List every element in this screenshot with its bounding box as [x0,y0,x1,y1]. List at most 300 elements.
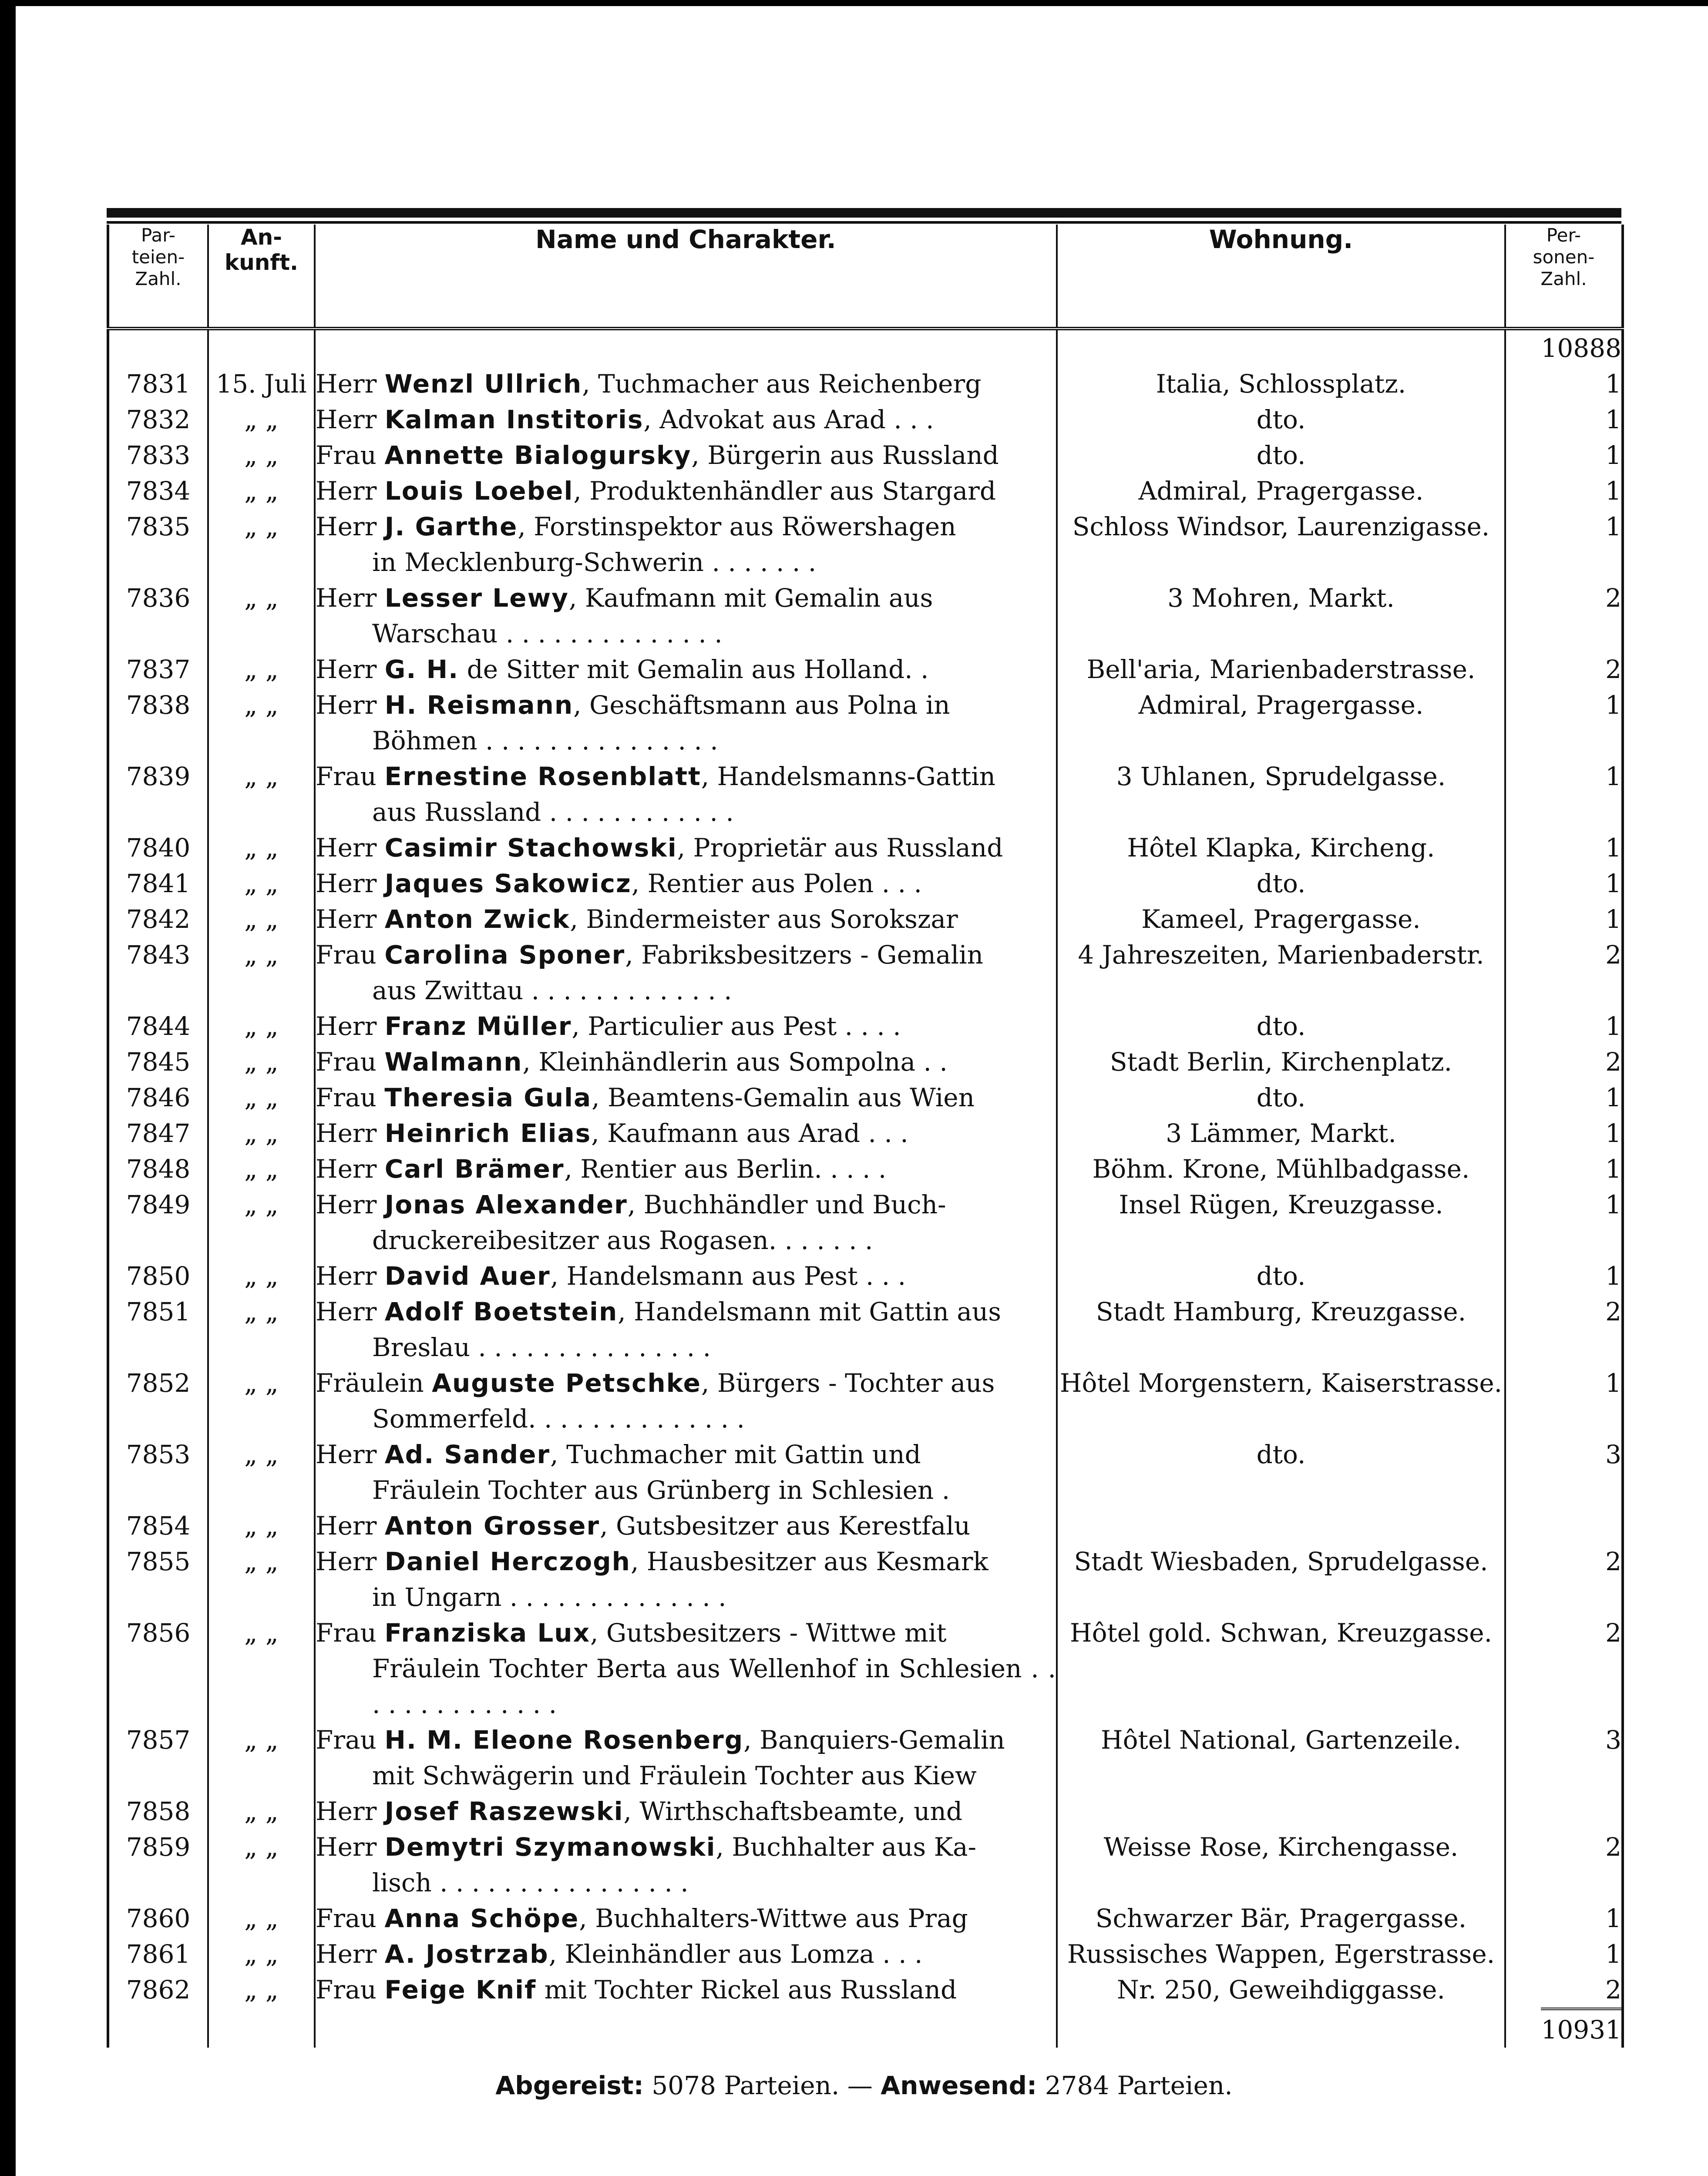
table-row [108,687,1623,759]
description-continued: in Ungarn . . . . . . . . . . . . . . [372,1582,726,1612]
personen-zahl: 2 [1505,580,1623,651]
parteien-nr: 7857 [108,1722,208,1793]
ankunft: „ „ [208,1901,315,1936]
sum-total-row [108,2008,1623,2048]
table-row [108,1615,1623,1722]
description: mit Tochter Rickel aus Russland [536,1975,957,2005]
name-charakter [315,651,1057,687]
ankunft: „ „ [208,1972,315,2008]
name-charakter [315,1722,1057,1793]
person-name: Wenzl Ullrich [384,369,582,399]
description: , Gutsbesitzer aus Kerestfalu [600,1511,971,1541]
name-charakter [315,937,1057,1008]
table-row [108,1901,1623,1936]
table-row [108,1187,1623,1258]
person-name: Heinrich Elias [384,1118,592,1148]
ankunft: „ „ [208,473,315,509]
personen-zahl: 1 [1505,759,1623,830]
parteien-nr: 7833 [108,437,208,473]
name-charakter [315,1508,1057,1544]
description-continued: aus Zwittau . . . . . . . . . . . . . [372,976,732,1005]
person-name: Adolf Boetstein [384,1297,618,1326]
personen-zahl: 2 [1505,1829,1623,1901]
parteien-nr: 7840 [108,830,208,866]
parteien-nr: 7848 [108,1151,208,1187]
wohnung: Böhm. Krone, Mühlbadgasse. [1057,1151,1505,1187]
wohnung: Nr. 250, Geweihdiggasse. [1057,1972,1505,2008]
anwesend-label: Anwesend: [881,2071,1037,2100]
wohnung: Bell'aria, Marienbaderstrasse. [1057,651,1505,687]
table-row [108,402,1623,437]
description: , Produktenhändler aus Stargard [573,476,996,506]
description: , Rentier aus Berlin. . . . . [564,1154,887,1184]
person-name: David Auer [384,1261,551,1291]
parteien-nr: 7852 [108,1365,208,1437]
scan-border-left [0,0,16,2176]
ankunft: „ „ [208,1936,315,1972]
person-name: Carolina Sponer [384,940,625,970]
title: Frau [316,440,377,470]
person-name: Feige Knif [384,1975,537,2005]
wohnung: Hôtel Morgenstern, Kaiserstrasse. [1057,1365,1505,1437]
wohnung: Admiral, Pragergasse. [1057,687,1505,759]
wohnung: 3 Uhlanen, Sprudelgasse. [1057,759,1505,830]
personen-zahl: 2 [1505,1972,1623,2008]
wohnung: Hôtel gold. Schwan, Kreuzgasse. [1057,1615,1505,1722]
personen-zahl: 1 [1505,1115,1623,1151]
personen-zahl: 1 [1505,866,1623,901]
name-charakter [315,473,1057,509]
table-row [108,1008,1623,1044]
person-name: H. Reismann [384,690,574,720]
person-name: H. M. Eleone Rosenberg [384,1725,744,1755]
title: Herr [316,512,377,541]
description: , Wirthschaftsbeamte, und [623,1797,962,1826]
title: Herr [316,476,377,506]
wohnung: Kameel, Pragergasse. [1057,901,1505,937]
wohnung: dto. [1057,1080,1505,1115]
name-charakter [315,1615,1057,1722]
person-name: Auguste Petschke [432,1368,702,1398]
name-charakter [315,1936,1057,1972]
person-name: Demytri Szymanowski [384,1832,716,1862]
personen-zahl: 1 [1505,1080,1623,1115]
wohnung: dto. [1057,1258,1505,1294]
description: de Sitter mit Gemalin aus Holland. . [459,655,929,684]
ankunft: „ „ [208,1615,315,1722]
person-name: Lesser Lewy [384,583,569,613]
title: Herr [316,1297,377,1326]
top-rule-thin [107,221,1621,224]
title: Herr [316,583,377,613]
name-charakter [315,1115,1057,1151]
footer-dash: — [847,2071,873,2100]
name-charakter [315,687,1057,759]
person-name: Louis Loebel [384,476,574,506]
person-name: Annette Bialogursky [384,440,692,470]
description: , Fabriksbesitzers - Gemalin [625,940,983,970]
parteien-nr: 7860 [108,1901,208,1936]
title: Herr [316,405,377,434]
wohnung: Stadt Hamburg, Kreuzgasse. [1057,1294,1505,1365]
personen-zahl: 2 [1505,937,1623,1008]
wohnung: 3 Mohren, Markt. [1057,580,1505,651]
wohnung: dto. [1057,402,1505,437]
carry-total: 10888 [1505,329,1623,366]
ankunft: „ „ [208,1793,315,1829]
ankunft: „ „ [208,1187,315,1258]
personen-zahl: 1 [1505,1936,1623,1972]
personen-zahl [1505,1793,1623,1829]
table-row [108,1258,1623,1294]
ankunft: „ „ [208,866,315,901]
wohnung: dto. [1057,866,1505,901]
personen-zahl: 1 [1505,830,1623,866]
wohnung: Admiral, Pragergasse. [1057,473,1505,509]
name-charakter [315,1829,1057,1901]
wohnung: 4 Jahreszeiten, Marienbaderstr. [1057,937,1505,1008]
wohnung: Schloss Windsor, Laurenzigasse. [1057,509,1505,580]
wohnung: Insel Rügen, Kreuzgasse. [1057,1187,1505,1258]
footer-summary [107,2071,1621,2100]
ankunft: „ „ [208,1151,315,1187]
wohnung: Weisse Rose, Kirchengasse. [1057,1829,1505,1901]
personen-zahl: 1 [1505,473,1623,509]
wohnung: 3 Lämmer, Markt. [1057,1115,1505,1151]
person-name: Ad. Sander [384,1440,551,1469]
description: , Buchhalter aus Ka- [716,1832,977,1862]
title: Herr [316,1939,377,1969]
ankunft: „ „ [208,830,315,866]
table-row [108,1294,1623,1365]
title: Herr [316,1797,377,1826]
table-row [108,509,1623,580]
personen-zahl: 2 [1505,1615,1623,1722]
name-charakter [315,866,1057,901]
description: , Handelsmann mit Gattin aus [618,1297,1001,1326]
description-continued: Böhmen . . . . . . . . . . . . . . . [372,726,718,756]
table-row [108,1044,1623,1080]
description-continued: Fräulein Tochter aus Grünberg in Schlesien . [372,1475,950,1505]
person-name: Anton Zwick [384,904,570,934]
personen-zahl: 3 [1505,1722,1623,1793]
person-name: Josef Raszewski [384,1797,624,1826]
ankunft: „ „ [208,759,315,830]
description-continued: Breslau . . . . . . . . . . . . . . . [372,1333,711,1362]
description: , Kleinhändlerin aus Sompolna . . [522,1047,948,1077]
person-name: Walmann [384,1047,523,1077]
table-row [108,901,1623,937]
name-charakter [315,509,1057,580]
description: , Bindermeister aus Sorokszar [570,904,958,934]
table-row [108,937,1623,1008]
parteien-nr: 7838 [108,687,208,759]
description: , Handelsmanns-Gattin [701,762,996,791]
description-continued: in Mecklenburg-Schwerin . . . . . . . [372,547,817,577]
ankunft: „ „ [208,437,315,473]
name-charakter [315,1187,1057,1258]
parteien-nr: 7844 [108,1008,208,1044]
name-charakter [315,759,1057,830]
name-charakter [315,1365,1057,1437]
personen-zahl: 1 [1505,1365,1623,1437]
description-continued: druckereibesitzer aus Rogasen. . . . . . . [372,1226,873,1255]
table-row [108,580,1623,651]
description-continued: mit Schwägerin und Fräulein Tochter aus Kiew [372,1761,977,1790]
description: , Forstinspektor aus Röwershagen [518,512,956,541]
person-name: Anton Grosser [384,1511,600,1541]
personen-zahl: 1 [1505,901,1623,937]
abgereist-value: 5078 Parteien. [652,2071,840,2100]
header-personen-zahl: Per- sonen- Zahl. [1505,225,1623,329]
ankunft: „ „ [208,580,315,651]
table-row [108,651,1623,687]
description: , Kleinhändler aus Lomza . . . [548,1939,923,1969]
title: Frau [316,1975,377,2005]
title: Herr [316,833,377,863]
header-parteien-zahl: Par- teien- Zahl. [108,225,208,329]
title: Herr [316,1511,377,1541]
parteien-nr: 7850 [108,1258,208,1294]
personen-zahl: 2 [1505,1544,1623,1615]
carry-total-row [108,329,1623,366]
ankunft: „ „ [208,1437,315,1508]
title: Herr [316,1440,377,1469]
ankunft: „ „ [208,651,315,687]
personen-zahl: 1 [1505,1008,1623,1044]
person-name: Franziska Lux [384,1618,591,1648]
description: , Banquiers-Gemalin [743,1725,1005,1755]
wohnung: dto. [1057,1437,1505,1508]
description: , Buchhalters-Wittwe aus Prag [579,1904,968,1933]
table-row [108,437,1623,473]
parteien-nr: 7859 [108,1829,208,1901]
personen-zahl: 2 [1505,651,1623,687]
parteien-nr: 7837 [108,651,208,687]
anwesend-value: 2784 Parteien. [1045,2071,1233,2100]
personen-zahl: 1 [1505,402,1623,437]
person-name: Jonas Alexander [384,1190,628,1219]
personen-zahl: 1 [1505,437,1623,473]
parteien-nr: 7832 [108,402,208,437]
ankunft: „ „ [208,1080,315,1115]
table-row [108,1793,1623,1829]
sum-total: 10931 [1541,2008,1621,2048]
personen-zahl: 2 [1505,1044,1623,1080]
personen-zahl: 1 [1505,1901,1623,1936]
parteien-nr: 7855 [108,1544,208,1615]
ankunft: „ „ [208,1115,315,1151]
ankunft: „ „ [208,687,315,759]
title: Herr [316,1154,377,1184]
table-row [108,1936,1623,1972]
register-page [107,208,1621,2100]
name-charakter [315,1151,1057,1187]
table-row [108,1722,1623,1793]
parteien-nr: 7831 [108,366,208,402]
title: Frau [316,1904,377,1933]
ankunft: „ „ [208,1294,315,1365]
ankunft: „ „ [208,1508,315,1544]
parteien-nr: 7846 [108,1080,208,1115]
person-name: Kalman Institoris [384,405,644,434]
parteien-nr: 7835 [108,509,208,580]
person-name: Ernestine Rosenblatt [384,762,701,791]
ankunft: 15. Juli [208,366,315,402]
table-row [108,1151,1623,1187]
table-row [108,1829,1623,1901]
name-charakter [315,402,1057,437]
person-name: Daniel Herczogh [384,1547,631,1576]
ankunft: „ „ [208,937,315,1008]
description: , Bürgers - Tochter aus [701,1368,995,1398]
personen-zahl [1505,1508,1623,1544]
title: Frau [316,1047,377,1077]
personen-zahl: 1 [1505,1187,1623,1258]
ankunft: „ „ [208,1044,315,1080]
table-row [108,1080,1623,1115]
title: Herr [316,1118,377,1148]
title: Herr [316,869,377,898]
title: Herr [316,690,377,720]
description-continued: Warschau . . . . . . . . . . . . . . [372,619,723,648]
ankunft: „ „ [208,1722,315,1793]
person-name: Jaques Sakowicz [384,869,632,898]
parteien-nr: 7841 [108,866,208,901]
wohnung: dto. [1057,437,1505,473]
description-continued: Fräulein Tochter Berta aus Wellenhof in Schlesien . . . . . . . . . . . . . . [372,1654,1056,1719]
person-name: Anna Schöpe [384,1904,579,1933]
table-row [108,1437,1623,1508]
ankunft: „ „ [208,1258,315,1294]
description: , Handelsmann aus Pest . . . [550,1261,906,1291]
parteien-nr: 7843 [108,937,208,1008]
title: Herr [316,1261,377,1291]
top-rule [107,208,1621,218]
table-row [108,366,1623,402]
description: , Buchhändler und Buch- [627,1190,946,1219]
description-continued: lisch . . . . . . . . . . . . . . . . [372,1868,689,1897]
title: Fräulein [316,1368,424,1398]
person-name: Casimir Stachowski [384,833,677,863]
description: , Rentier aus Polen . . . [631,869,922,898]
header-ankunft: An- kunft. [208,225,315,329]
personen-zahl: 2 [1505,1294,1623,1365]
wohnung: Stadt Berlin, Kirchenplatz. [1057,1044,1505,1080]
name-charakter [315,901,1057,937]
title: Herr [316,369,377,399]
description: , Particulier aus Pest . . . . [572,1011,901,1041]
person-name: Theresia Gula [384,1083,592,1112]
table-row [108,866,1623,901]
ankunft: „ „ [208,1829,315,1901]
parteien-nr: 7834 [108,473,208,509]
parteien-nr: 7854 [108,1508,208,1544]
wohnung: Schwarzer Bär, Pragergasse. [1057,1901,1505,1936]
name-charakter [315,1258,1057,1294]
ankunft: „ „ [208,1365,315,1437]
parteien-nr: 7862 [108,1972,208,2008]
description: , Tuchmacher mit Gattin und [550,1440,921,1469]
title: Herr [316,1547,377,1576]
title: Herr [316,655,377,684]
wohnung: Italia, Schlossplatz. [1057,366,1505,402]
table-row [108,473,1623,509]
name-charakter [315,1080,1057,1115]
description: , Gutsbesitzers - Wittwe mit [590,1618,947,1648]
table-row [108,1115,1623,1151]
title: Frau [316,1725,377,1755]
description: , Hausbesitzer aus Kesmark [630,1547,988,1576]
description-continued: Sommerfeld. . . . . . . . . . . . . . [372,1404,745,1434]
parteien-nr: 7836 [108,580,208,651]
description-continued: aus Russland . . . . . . . . . . . . [372,797,734,827]
description: , Tuchmacher aus Reichenberg [582,369,982,399]
name-charakter [315,1793,1057,1829]
ankunft: „ „ [208,1544,315,1615]
title: Herr [316,1832,377,1862]
personen-zahl: 1 [1505,1258,1623,1294]
parteien-nr: 7845 [108,1044,208,1080]
name-charakter [315,580,1057,651]
header-wohnung: Wohnung. [1057,225,1505,329]
person-name: J. Garthe [384,512,518,541]
personen-zahl: 1 [1505,687,1623,759]
personen-zahl: 1 [1505,366,1623,402]
parteien-nr: 7853 [108,1437,208,1508]
parteien-nr: 7842 [108,901,208,937]
name-charakter [315,1044,1057,1080]
name-charakter [315,366,1057,402]
title: Frau [316,1618,377,1648]
personen-zahl: 3 [1505,1437,1623,1508]
name-charakter [315,1544,1057,1615]
table-row [108,1972,1623,2008]
header-name-charakter: Name und Charakter. [315,225,1057,329]
title: Frau [316,1083,377,1112]
wohnung [1057,1508,1505,1544]
parteien-nr: 7851 [108,1294,208,1365]
title: Frau [316,940,377,970]
title: Frau [316,762,377,791]
table-row [108,830,1623,866]
title: Herr [316,1190,377,1219]
parteien-nr: 7861 [108,1936,208,1972]
ankunft: „ „ [208,509,315,580]
description: , Kaufmann aus Arad . . . [591,1118,908,1148]
description: , Proprietär aus Russland [677,833,1003,863]
description: , Advokat aus Arad . . . [643,405,934,434]
title: Herr [316,904,377,934]
wohnung: Russisches Wappen, Egerstrasse. [1057,1936,1505,1972]
parteien-nr: 7849 [108,1187,208,1258]
description: , Geschäftsmann aus Polna in [573,690,950,720]
wohnung: Hôtel Klapka, Kircheng. [1057,830,1505,866]
name-charakter [315,1972,1057,2008]
header-row [108,225,1623,329]
table-row [108,1365,1623,1437]
person-name: G. H. [384,655,459,684]
description: , Beamtens-Gemalin aus Wien [592,1083,975,1112]
person-name: Franz Müller [384,1011,572,1041]
table-row [108,759,1623,830]
parteien-nr: 7858 [108,1793,208,1829]
parteien-nr: 7856 [108,1615,208,1722]
title: Herr [316,1011,377,1041]
description: , Bürgerin aus Russland [691,440,999,470]
table-row [108,1544,1623,1615]
ankunft: „ „ [208,402,315,437]
